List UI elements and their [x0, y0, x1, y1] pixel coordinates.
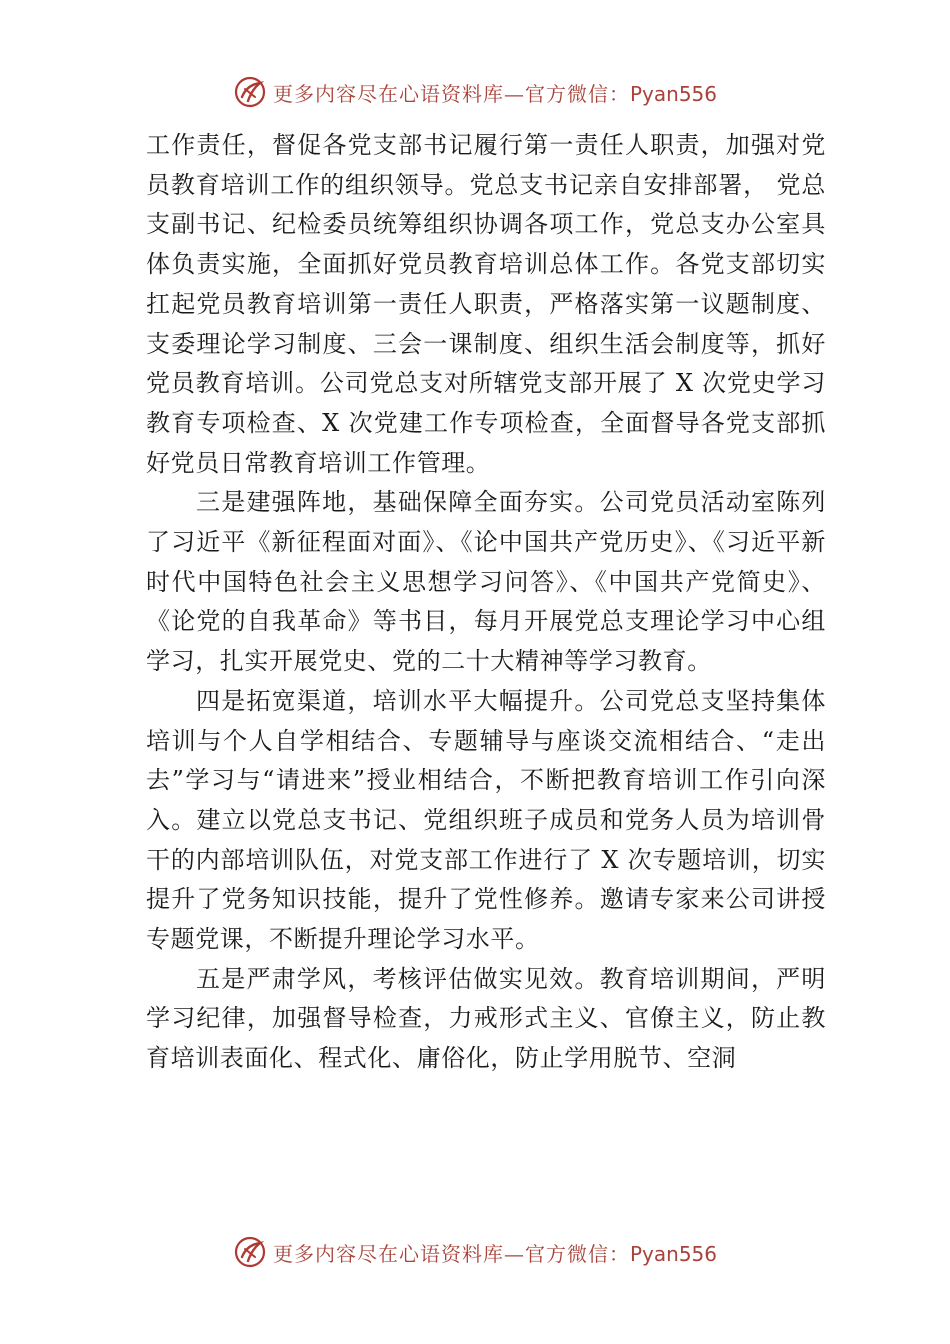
footer-banner: [0, 1232, 950, 1272]
header-banner: [0, 72, 950, 112]
footer-banner-text: 更多内容尽在心语资料库—官方微信：Pyan556: [272, 1241, 717, 1266]
document-body: [146, 126, 826, 1079]
paragraph-fourth-point: 四是拓宽渠道，培训水平大幅提升。公司党总支坚持集体培训与个人自学相结合、专题辅导与座谈交流相结合、“走出去”学习与“请进来”授业相结合，不断把教育培训工作引向深入。建立以党总支书记、党组织班子成员和党务人员为培训骨干的内部培训队伍，对党支部工作进行了 X 次专题培训，切实提升了党务知识技能，提升了党性修养。邀请专家来公司讲授专题党课，不断提升理论学习水平。: [146, 686, 826, 954]
header-banner-text: 更多内容尽在心语资料库—官方微信：Pyan556: [272, 81, 717, 106]
header-wechat-id: Pyan556: [629, 81, 717, 106]
paragraph-continued: 工作责任，督促各党支部书记履行第一责任人职责，加强对党员教育培训工作的组织领导。党总支书记亲自安排部署， 党总支副书记、纪检委员统筹组织协调各项工作，党总支办公室具体负责实施，全面抓好党员教育培训总体工作。各党支部切实扛起党员教育培训第一责任人职责，严格落实第一议题制度、支委理论学习制度、三会一课制度、组织生活会制度等，抓好党员教育培训。公司党总支对所辖党支部开展了 X 次党史学习教育专项检查、X 次党建工作专项检查，全面督导各党支部抓好党员日常教育培训工作管理。: [146, 131, 826, 477]
footer-wechat-id: Pyan556: [629, 1241, 717, 1266]
brand-logo-icon: [233, 75, 267, 109]
paragraph-third-point: 三是建强阵地，基础保障全面夯实。公司党员活动室陈列了习近平《新征程面对面》、《论中国共产党历史》、《习近平新时代中国特色社会主义思想学习问答》、《中国共产党简史》、《论党的自我革命》等书目，每月开展党总支理论学习中心组学习，扎实开展党史、党的二十大精神等学习教育。: [146, 488, 826, 676]
paragraph-fifth-point: 五是严肃学风，考核评估做实见效。教育培训期间，严明学习纪律，加强督导检查，力戒形式主义、官僚主义，防止教育培训表面化、程式化、庸俗化，防止学用脱节、空洞: [146, 964, 826, 1073]
brand-logo-icon: [233, 1235, 267, 1269]
